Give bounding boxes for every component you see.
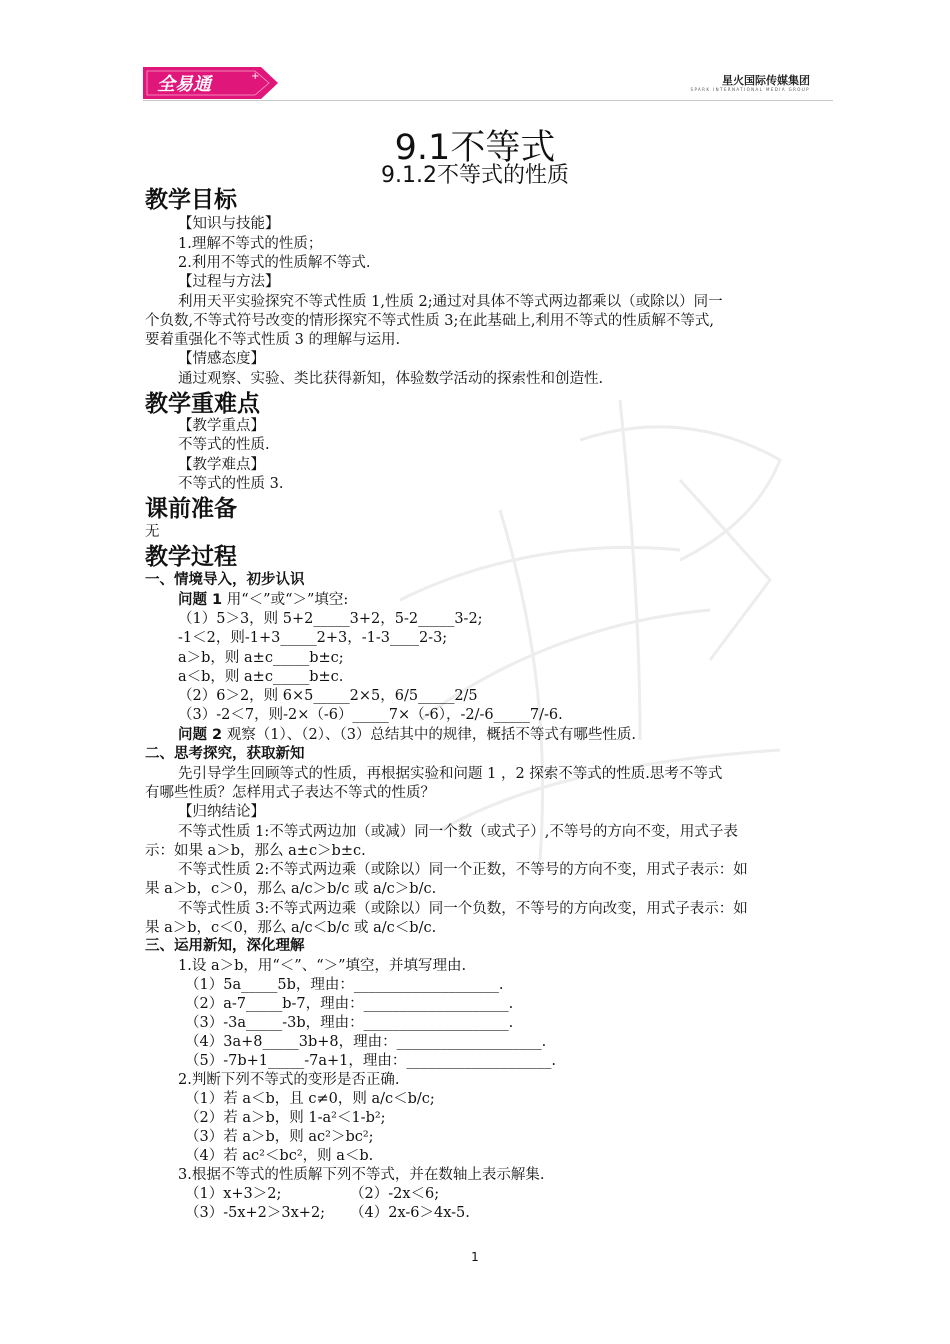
- text-line: 无: [145, 524, 160, 540]
- header-divider: [143, 100, 833, 101]
- page-title: 9.1不等式: [394, 128, 556, 168]
- label-attitude: 【情感态度】: [178, 351, 265, 367]
- text-line: 不等式性质 3:不等式两边乘（或除以）同一个负数，不等号的方向改变，用式子表示：如: [178, 901, 748, 917]
- page-subtitle: 9.1.2不等式的性质: [381, 163, 569, 188]
- label-conclusion: 【归纳结论】: [178, 804, 265, 820]
- text-line: （3）-5x+2＞3x+2;: [185, 1205, 326, 1221]
- text-line: （1）若 a＜b，且 c≠0，则 a/c＜b/c;: [185, 1091, 435, 1107]
- section-heading-goals: 教学目标: [145, 187, 237, 213]
- label-key: 【教学重点】: [178, 418, 265, 434]
- text-line: 个负数,不等式符号改变的情形探究不等式性质 3;在此基础上,利用不等式的性质解不等式,: [145, 313, 715, 329]
- publisher-english: SPARK INTERNATIONAL MEDIA GROUP: [690, 87, 810, 92]
- text-line: 果 a＞b，c＞0，那么 a/c＞b/c 或 a/c＞b/c.: [145, 881, 437, 897]
- text-line: （4）2x-6＞4x-5.: [350, 1205, 470, 1221]
- text-line: a＞b，则 a±c_____b±c;: [178, 650, 344, 666]
- text-line: 2.利用不等式的性质解不等式.: [178, 255, 371, 271]
- text-line: （3）-3a_____-3b，理由：____________________.: [185, 1015, 514, 1031]
- label-knowledge: 【知识与技能】: [178, 216, 280, 232]
- text-line: 1.理解不等式的性质；: [178, 236, 323, 252]
- text-line: 要着重强化不等式性质 3 的理解与运用.: [145, 332, 401, 348]
- subheading-part2: 二、思考探究，获取新知: [145, 746, 305, 762]
- text-line: 利用天平实验探究不等式性质 1,性质 2;通过对具体不等式两边都乘以（或除以）同一: [178, 294, 723, 310]
- text-line: -1＜2，则-1+3_____2+3，-1-3____2-3;: [178, 630, 448, 646]
- text-line: 先引导学生回顾等式的性质，再根据实验和问题 1 ，2 探索不等式的性质.思考不等式: [178, 766, 723, 782]
- exercise-2: 2.判断下列不等式的变形是否正确.: [178, 1072, 400, 1088]
- question-label: 问题 2: [178, 727, 223, 743]
- publisher-name: 星火国际传媒集团: [722, 74, 810, 87]
- section-heading-prep: 课前准备: [145, 496, 237, 522]
- subheading-part1: 一、情境导入，初步认识: [145, 572, 305, 588]
- text-line: 通过观察、实验、类比获得新知，体验数学活动的探索性和创造性.: [178, 371, 604, 387]
- question-1: [178, 590, 348, 610]
- question-text: 用“＜”或“＞”填空:: [222, 592, 349, 608]
- question-label: 问题 1: [178, 592, 223, 608]
- text-line: （3）若 a＞b，则 ac²＞bc²;: [185, 1129, 374, 1145]
- text-line: （2）a-7_____b-7，理由：____________________.: [185, 996, 514, 1012]
- logo: [143, 67, 278, 99]
- text-line: （2）6＞2，则 6×5_____2×5，6/5_____2/5: [178, 688, 478, 704]
- text-line: （1）5＞3，则 5+2_____3+2，5-2_____3-2;: [178, 611, 483, 627]
- text-line: （4）3a+8_____3b+8，理由：____________________.: [185, 1034, 547, 1050]
- text-line: 有哪些性质？怎样用式子表达不等式的性质？: [145, 785, 435, 801]
- subheading-part3: 三、运用新知，深化理解: [145, 938, 305, 954]
- text-line: 不等式性质 2:不等式两边乘（或除以）同一个正数，不等号的方向不变，用式子表示：如: [178, 862, 748, 878]
- label-difficulty: 【教学难点】: [178, 457, 265, 473]
- question-text: 观察（1）、（2）、（3）总结其中的规律，概括不等式有哪些性质.: [222, 727, 637, 743]
- text-line: （5）-7b+1_____-7a+1，理由：____________________.: [185, 1053, 557, 1069]
- text-line: （2）若 a＞b，则 1-a²＜1-b²;: [185, 1110, 386, 1126]
- svg-text:+: +: [251, 71, 260, 82]
- text-line: （1）5a_____5b，理由：____________________.: [185, 977, 504, 993]
- text-line: 不等式的性质 3.: [178, 476, 284, 492]
- logo-text: 全易通: [157, 74, 211, 95]
- text-line: （4）若 ac²＜bc²，则 a＜b.: [185, 1148, 374, 1164]
- text-line: 不等式性质 1:不等式两边加（或减）同一个数（或式子）,不等号的方向不变，用式子表: [178, 824, 738, 840]
- text-line: a＜b，则 a±c_____b±c.: [178, 669, 344, 685]
- section-heading-keypoints: 教学重难点: [145, 391, 260, 417]
- question-2: [178, 725, 636, 745]
- text-line: 示：如果 a＞b，那么 a±c＞b±c.: [145, 843, 366, 859]
- text-line: 不等式的性质.: [178, 437, 270, 453]
- text-line: （3）-2＜7，则-2×（-6）_____7×（-6），-2/-6_____7/-6.: [178, 707, 563, 723]
- page-number: 1: [471, 1250, 479, 1264]
- exercise-1: 1.设 a＞b，用“＜”、“＞”填空，并填写理由.: [178, 958, 467, 974]
- text-line: （1）x+3＞2;: [185, 1186, 282, 1202]
- text-line: 果 a＞b，c＜0，那么 a/c＜b/c 或 a/c＜b/c.: [145, 920, 437, 936]
- exercise-3: 3.根据不等式的性质解下列不等式，并在数轴上表示解集.: [178, 1167, 545, 1183]
- text-line: （2）-2x＜6;: [350, 1186, 440, 1202]
- label-process: 【过程与方法】: [178, 274, 280, 290]
- section-heading-process: 教学过程: [145, 544, 237, 570]
